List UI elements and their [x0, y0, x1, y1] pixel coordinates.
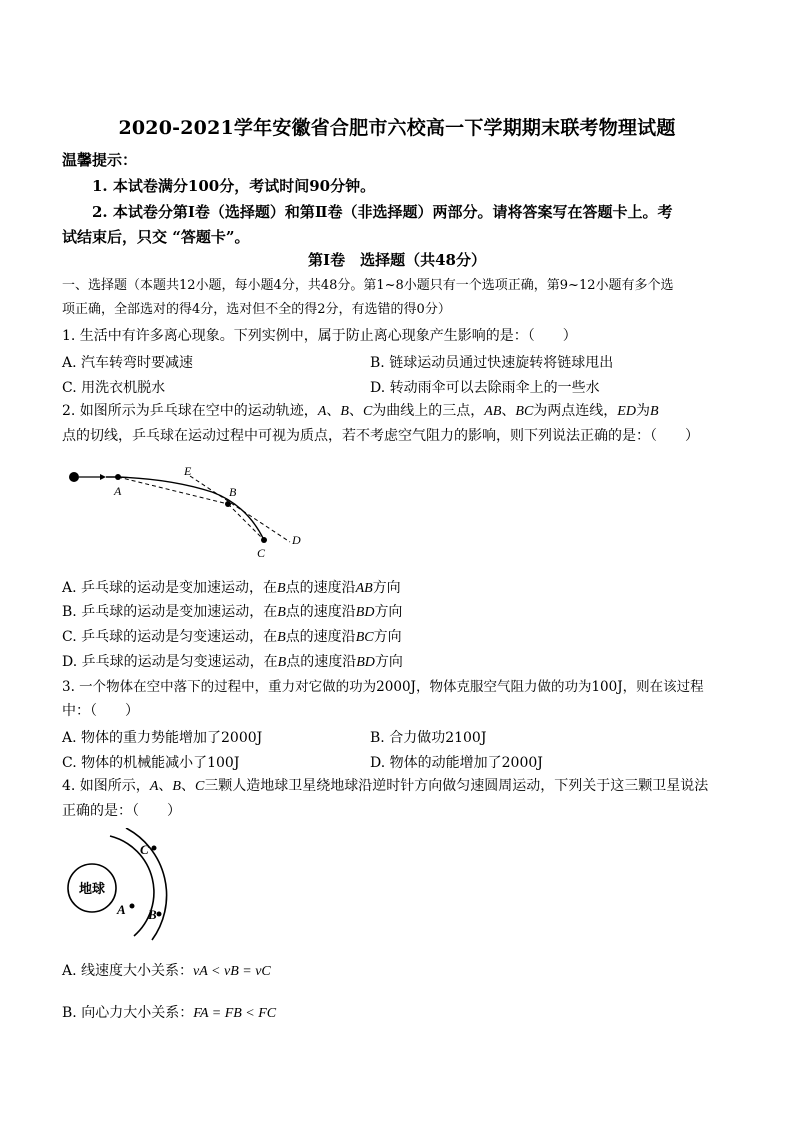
- opt-text: 方向: [374, 654, 403, 670]
- tangent-ed: [190, 476, 290, 542]
- q2-option-c: [62, 626, 402, 646]
- q2-text: 为两点连线，: [533, 403, 618, 419]
- opt-text: A. 线速度大小关系：: [62, 963, 194, 979]
- line-ed-label: ED: [617, 404, 636, 419]
- tip-1: 1. 本试卷满分100分，考试时间90分钟。: [92, 177, 376, 195]
- tip-2-line-1: 2. 本试卷分第Ⅰ卷（选择题）和第Ⅱ卷（非选择题）两部分。请将答案写在答题卡上。考: [92, 203, 673, 221]
- force-relation: FA = FB < FC: [193, 1006, 277, 1021]
- point-b-label: B: [340, 404, 349, 419]
- point-a-dot: [115, 474, 121, 480]
- opt-line: BD: [355, 605, 375, 620]
- q1-option-a: A. 汽车转弯时要减速: [62, 355, 194, 371]
- q4-option-b: [62, 1002, 276, 1022]
- q3-option-c: C. 物体的机械能减小了100J: [62, 755, 240, 771]
- q1-stem: 1. 生活中有许多离心现象。下列实例中，属于防止离心现象产生影响的是：（ ）: [62, 328, 577, 344]
- q2-option-b: [62, 601, 402, 621]
- diagram-label-e: E: [184, 464, 192, 478]
- velocity-relation: vA < vB = vC: [193, 964, 271, 979]
- orbit-label-c: C: [140, 842, 149, 857]
- q4-text: 三颗人造地球卫星绕地球沿逆时针方向做匀速圆周运动，下列关于这三颗卫星说法: [204, 778, 709, 794]
- sat-c-label: C: [194, 779, 205, 794]
- q2-stem-line-2: 点的切线，乒乓球在运动过程中可视为质点，若不考虑空气阻力的影响，则下列说法正确的是：（ ）: [62, 428, 699, 444]
- diagram-label-d: D: [292, 533, 301, 547]
- opt-text: 方向: [373, 629, 402, 645]
- opt-text: 点的速度沿: [285, 580, 356, 596]
- q2-option-a: [62, 577, 401, 597]
- point-b-label: B: [649, 404, 659, 419]
- q2-text: 为: [635, 403, 650, 419]
- opt-text: D. 乒乓球的运动是匀变速运动，在: [62, 654, 278, 670]
- satellite-a-dot: [130, 904, 135, 909]
- opt-point: B: [277, 581, 286, 596]
- q3-option-a: A. 物体的重力势能增加了2000J: [62, 730, 263, 746]
- opt-line: BC: [355, 630, 374, 645]
- opt-text: 方向: [372, 580, 401, 596]
- trajectory-curve: [106, 477, 264, 540]
- instructions-line-2: 项正确，全部选对的得4分，选对但不全的得2分，有选错的得0分）: [62, 302, 451, 317]
- opt-text: 方向: [374, 604, 403, 620]
- q2-sep: 、: [348, 403, 363, 419]
- q1-option-b: B. 链球运动员通过快速旋转将链球甩出: [370, 355, 614, 371]
- opt-line: BD: [356, 655, 375, 670]
- sat-a-label: A: [149, 779, 159, 794]
- earth-label: 地球: [78, 882, 106, 897]
- q4-text: 4. 如图所示，: [62, 778, 150, 794]
- q2-option-d: [62, 651, 403, 671]
- q4-option-a: [62, 960, 271, 980]
- line-ab-label: AB: [484, 404, 502, 419]
- q1-option-d: D. 转动雨伞可以去除雨伞上的一些水: [370, 380, 600, 396]
- opt-text: B. 向心力大小关系：: [62, 1005, 194, 1021]
- q3-option-b: B. 合力做功2100J: [370, 730, 487, 746]
- opt-text: 点的速度沿: [285, 604, 356, 620]
- opt-text: B. 乒乓球的运动是变加速运动，在: [62, 604, 278, 620]
- start-point-dot: [69, 472, 79, 482]
- diagram-label-c: C: [257, 546, 266, 560]
- q4-stem-line-2: 正确的是：（ ）: [62, 803, 181, 819]
- satellite-b-dot: [157, 912, 162, 917]
- q4-sep: 、: [180, 778, 195, 794]
- opt-text: A. 乒乓球的运动是变加速运动，在: [62, 580, 278, 596]
- chord-bc: [228, 504, 264, 540]
- point-c-dot: [261, 537, 267, 543]
- orbit-label-b: B: [148, 907, 157, 922]
- q2-stem-line-1: [62, 401, 659, 422]
- orbit-label-a: A: [117, 902, 126, 917]
- sat-b-label: B: [172, 779, 181, 794]
- point-c-label: C: [362, 404, 373, 419]
- diagram-label-a: A: [114, 484, 122, 498]
- chord-ab: [118, 477, 228, 504]
- opt-point: B: [277, 630, 286, 645]
- q2-text: 2. 如图所示为乒乓球在空中的运动轨迹，: [62, 403, 318, 419]
- point-a-label: A: [317, 404, 327, 419]
- instructions-line-1: 一、选择题（本题共12小题，每小题4分，共48分。第1~8小题只有一个选项正确，第9~12小题有多个选: [62, 278, 674, 293]
- opt-text: 点的速度沿: [285, 629, 356, 645]
- section-heading: 第Ⅰ卷 选择题（共48分）: [308, 251, 486, 269]
- q4-stem-line-1: [62, 776, 708, 797]
- opt-text: 点的速度沿: [286, 654, 357, 670]
- tip-2-line-2: 试结束后，只交 “答题卡”。: [62, 228, 250, 246]
- q2-text: 为曲线上的三点，: [372, 403, 485, 419]
- q1-option-c: C. 用洗衣机脱水: [62, 380, 166, 396]
- opt-point: B: [277, 655, 287, 670]
- arrow-head-icon: [100, 474, 106, 480]
- q3-stem-line-2: 中：（ ）: [62, 703, 139, 719]
- q3-option-d: D. 物体的动能增加了2000J: [370, 755, 543, 771]
- line-bc-label: BC: [515, 404, 534, 419]
- q4-orbit-diagram: [62, 828, 182, 948]
- opt-line: AB: [355, 581, 373, 596]
- q4-sep: 、: [158, 778, 173, 794]
- opt-text: C. 乒乓球的运动是匀变速运动，在: [62, 629, 278, 645]
- diagram-label-b: B: [229, 485, 237, 499]
- q2-sep: 、: [326, 403, 341, 419]
- q2-trajectory-diagram: [62, 460, 322, 565]
- opt-point: B: [277, 605, 286, 620]
- point-b-dot: [225, 501, 231, 507]
- q3-stem-line-1: 3. 一个物体在空中落下的过程中，重力对它做的功为2000J，物体克服空气阻力做的功为100J，则在该过程: [62, 679, 704, 695]
- page-title: 2020-2021学年安徽省合肥市六校高一下学期期末联考物理试题: [118, 117, 676, 139]
- tips-heading: 温馨提示：: [62, 151, 138, 169]
- q2-sep: 、: [501, 403, 516, 419]
- satellite-c-dot: [152, 846, 157, 851]
